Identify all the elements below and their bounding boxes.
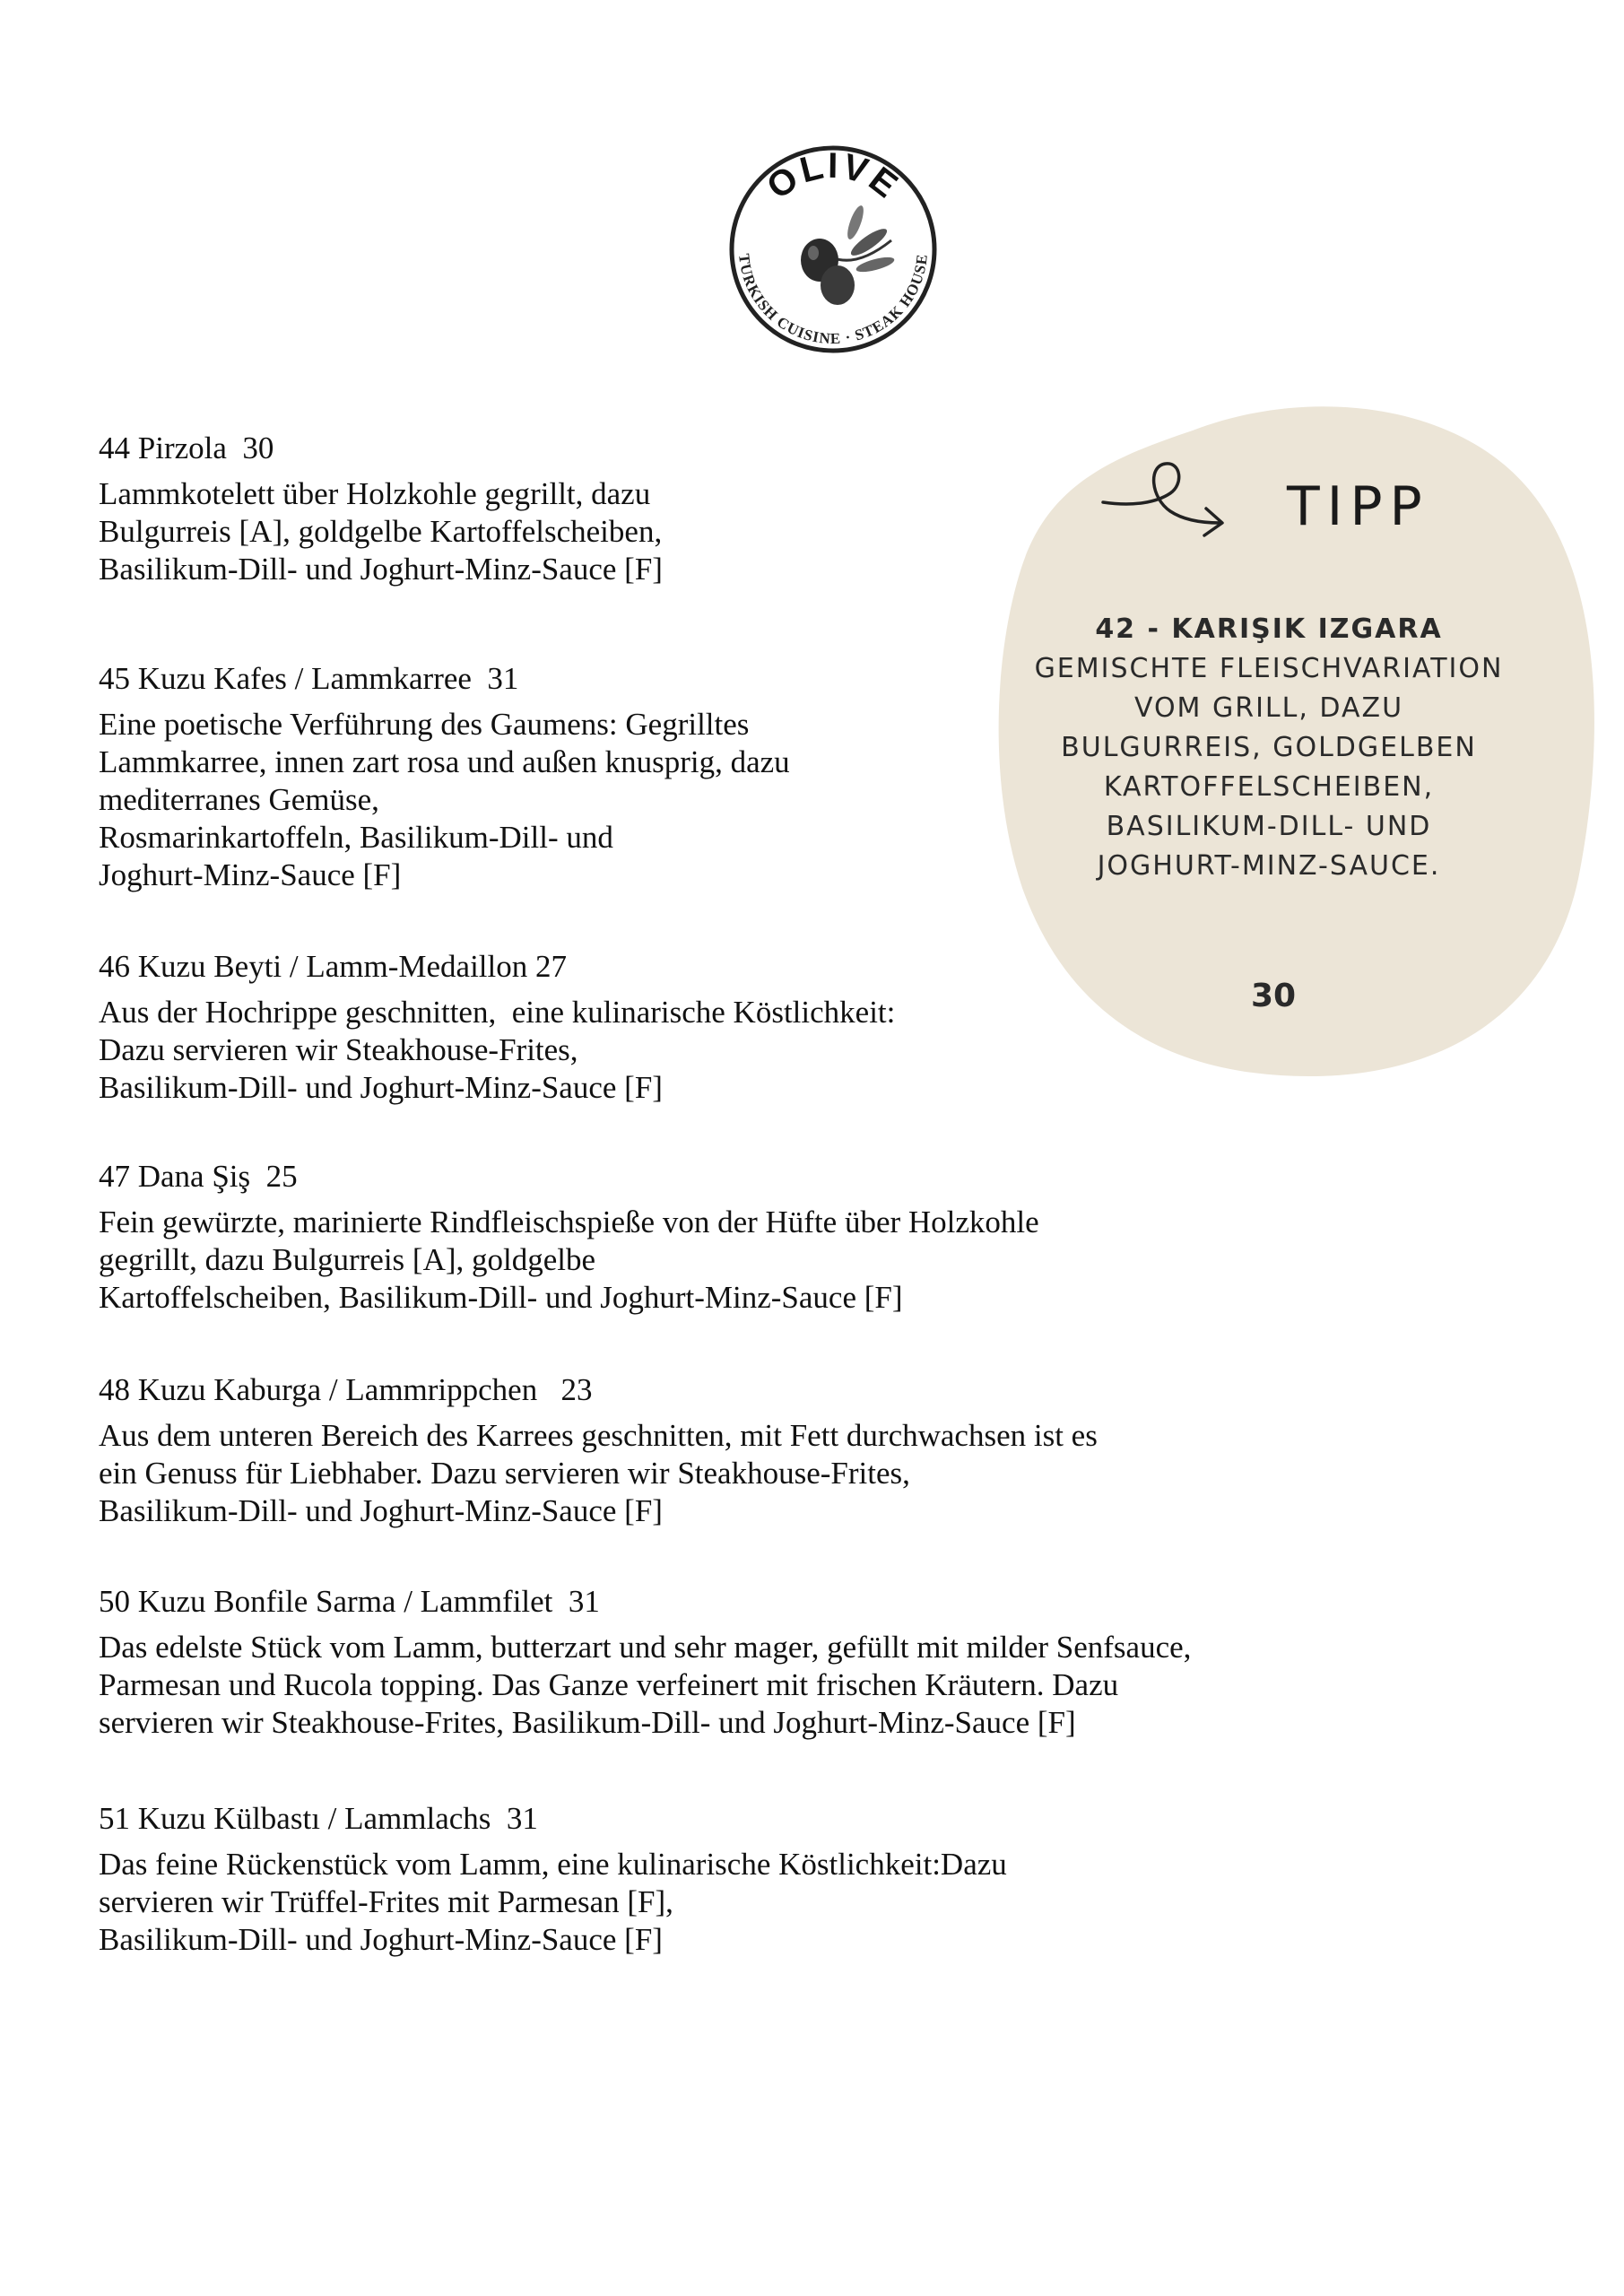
- logo-name-path: OLIVE: [760, 145, 908, 207]
- item-description: [99, 1204, 1264, 1317]
- menu-item: [99, 1582, 1264, 1742]
- description-line: Parmesan und Rucola topping. Das Ganze verfeinert mit frischen Kräutern. Dazu: [99, 1667, 1119, 1702]
- tip-line: VOM GRILL, DAZU: [1133, 692, 1404, 724]
- tip-price: 30: [1250, 978, 1297, 1014]
- item-description: [99, 1629, 1264, 1742]
- item-title: 47 Dana Şiş 25: [99, 1159, 298, 1194]
- description-line: mediterranes Gemüse,: [99, 782, 379, 817]
- olive-logo: [712, 142, 954, 357]
- tip-line: BULGURREIS, GOLDGELBEN: [1061, 732, 1477, 763]
- description-line: Eine poetische Verführung des Gaumens: Gegrilltes: [99, 707, 750, 742]
- description-line: Das edelste Stück vom Lamm, butterzart und sehr mager, gefüllt mit milder Senfsauce,: [99, 1630, 1192, 1665]
- description-line: Basilikum-Dill- und Joghurt-Minz-Sauce [F]: [99, 1070, 663, 1105]
- item-title: 50 Kuzu Bonfile Sarma / Lammfilet 31: [99, 1584, 600, 1619]
- menu-item: [99, 1799, 1264, 1959]
- description-line: Das feine Rückenstück vom Lamm, eine kulinarische Köstlichkeit:Dazu: [99, 1847, 1007, 1882]
- item-title: 44 Pirzola 30: [99, 430, 274, 465]
- description-line: gegrillt, dazu Bulgurreis [A], goldgelbe: [99, 1242, 596, 1277]
- description-line: Lammkarree, innen zart rosa und außen knusprig, dazu: [99, 744, 790, 779]
- menu-item: [99, 1157, 1264, 1317]
- description-line: Basilikum-Dill- und Joghurt-Minz-Sauce [F]: [99, 1493, 663, 1528]
- description-line: Bulgurreis [A], goldgelbe Kartoffelscheiben,: [99, 514, 663, 549]
- description-line: Aus der Hochrippe geschnitten, eine kulinarische Köstlichkeit:: [99, 995, 896, 1030]
- description-line: Dazu servieren wir Steakhouse-Frites,: [99, 1032, 578, 1067]
- item-title: 51 Kuzu Külbastı / Lammlachs 31: [99, 1801, 538, 1836]
- description-line: Lammkotelett über Holzkohle gegrillt, dazu: [99, 476, 651, 511]
- item-title: 46 Kuzu Beyti / Lamm-Medaillon 27: [99, 949, 567, 984]
- description-line: servieren wir Steakhouse-Frites, Basilikum-Dill- und Joghurt-Minz-Sauce [F]: [99, 1705, 1076, 1740]
- description-line: ein Genuss für Liebhaber. Dazu servieren wir Steakhouse-Frites,: [99, 1456, 910, 1491]
- description-line: Rosmarinkartoffeln, Basilikum-Dill- und: [99, 820, 613, 855]
- menu-item: [99, 1370, 1264, 1530]
- tip-line: GEMISCHTE FLEISCHVARIATION: [1034, 653, 1504, 684]
- description-line: servieren wir Trüffel-Frites mit Parmesan [F],: [99, 1884, 673, 1919]
- description-line: Joghurt-Minz-Sauce [F]: [99, 857, 402, 892]
- tip-heading: 42 - KARIŞIK IZGARA: [1095, 613, 1443, 645]
- logo-name: [760, 146, 907, 207]
- item-title: 45 Kuzu Kafes / Lammkarree 31: [99, 661, 519, 696]
- description-line: Fein gewürzte, marinierte Rindfleischspieße von der Hüfte über Holzkohle: [99, 1205, 1039, 1239]
- logo-tagline-path: TURKISH CUISINE · STEAK HOUSE: [734, 252, 932, 348]
- tip-line: BASILIKUM-DILL- UND: [1106, 811, 1432, 842]
- tip-label: TIPP: [1287, 475, 1429, 538]
- item-description: [99, 1417, 1264, 1530]
- description-line: Kartoffelscheiben, Basilikum-Dill- und Joghurt-Minz-Sauce [F]: [99, 1280, 903, 1315]
- description-line: Basilikum-Dill- und Joghurt-Minz-Sauce [F]: [99, 552, 663, 587]
- tip-line: JOGHURT-MINZ-SAUCE.: [1097, 850, 1441, 882]
- tip-description: [1004, 610, 1533, 886]
- curly-arrow-icon: [1099, 453, 1233, 561]
- item-title: 48 Kuzu Kaburga / Lammrippchen 23: [99, 1372, 593, 1407]
- item-description: [99, 1846, 1264, 1959]
- description-line: Basilikum-Dill- und Joghurt-Minz-Sauce [F]: [99, 1922, 663, 1957]
- tip-line: KARTOFFELSCHEIBEN,: [1103, 771, 1435, 803]
- description-line: Aus dem unteren Bereich des Karrees geschnitten, mit Fett durchwachsen ist es: [99, 1418, 1098, 1453]
